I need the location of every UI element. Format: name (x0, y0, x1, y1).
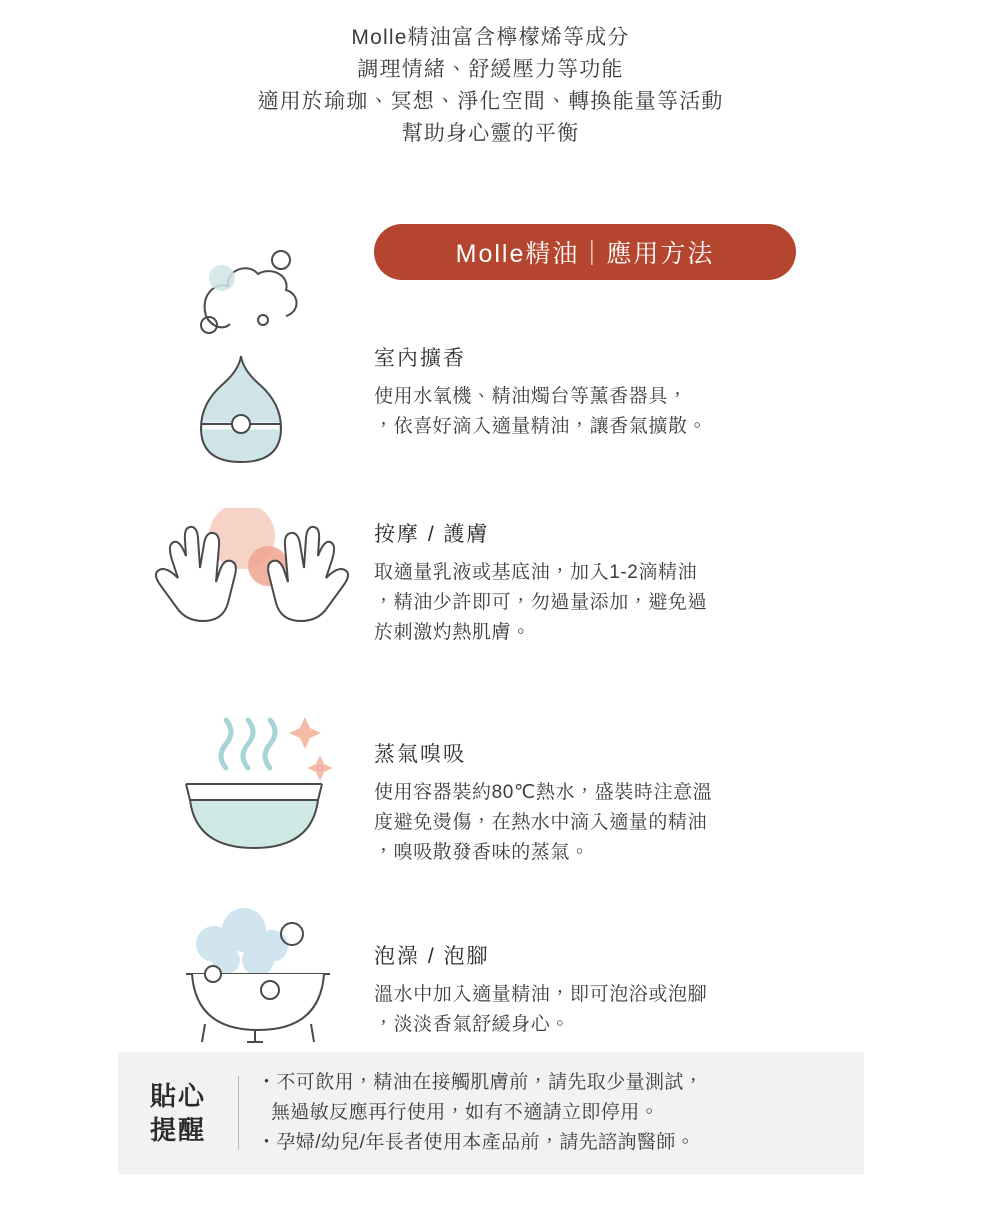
bath-body (374, 980, 821, 1040)
body-line: ，淡淡香氣舒緩身心。 (374, 1014, 571, 1035)
indoor-diffusion-body (374, 382, 821, 442)
safety-reminder-text (239, 1068, 703, 1158)
usage-section-massage (0, 508, 981, 658)
massage-text (374, 508, 981, 648)
steam-inhalation-heading: 蒸氣嗅吸 (374, 743, 466, 766)
indoor-diffusion-heading: 室內擴香 (374, 347, 466, 370)
hands-massage-illustration (0, 508, 374, 658)
section-title-banner: Molle精油｜應用方法 (374, 224, 796, 280)
massage-heading: 按摩 / 護膚 (374, 523, 490, 546)
body-line: 溫水中加入適量精油，即可泡浴或泡腳 (374, 984, 708, 1005)
body-line: 使用水氧機、精油燭台等薰香器具， (374, 386, 688, 407)
body-line: ，依喜好滴入適量精油，讓香氣擴散。 (374, 416, 708, 437)
bathtub-illustration (0, 906, 374, 1066)
bath-heading: 泡澡 / 泡腳 (374, 945, 490, 968)
intro-line-1: Molle精油富含檸檬烯等成分 (351, 26, 630, 49)
safety-reminder-label (118, 1079, 238, 1147)
body-line: ，精油少許即可，勿過量添加，避免過 (374, 592, 708, 613)
body-line: 使用容器裝約80℃熱水，盛裝時注意溫 (374, 782, 713, 803)
intro-line-2: 調理情緒、舒緩壓力等功能 (357, 58, 624, 81)
note-line: ・孕婦/幼兒/年長者使用本產品前，請先諮詢醫師。 (257, 1132, 696, 1153)
note-line: 無過敏反應再行使用，如有不適請立即停用。 (271, 1102, 660, 1123)
intro-line-4: 幫助身心靈的平衡 (401, 122, 580, 145)
body-line: 度避免燙傷，在熱水中滴入適量的精油 (374, 812, 708, 833)
note-line: ・不可飲用，精油在接觸肌膚前，請先取少量測試， (257, 1072, 704, 1093)
steam-inhalation-body (374, 778, 821, 868)
indoor-diffusion-text (374, 224, 981, 442)
safety-reminder-label-line2: 提醒 (149, 1115, 206, 1145)
body-line: 取適量乳液或基底油，加入1-2滴精油 (374, 562, 698, 583)
safety-reminder-label-line1: 貼心 (149, 1081, 206, 1111)
usage-section-bath (0, 906, 981, 1066)
safety-reminder-box (118, 1052, 864, 1174)
steam-inhalation-text (374, 710, 981, 868)
steam-bowl-illustration (0, 710, 374, 870)
usage-section-steam-inhalation (0, 710, 981, 870)
massage-body (374, 558, 821, 648)
intro-line-3: 適用於瑜珈、冥想、淨化空間、轉換能量等活動 (257, 90, 724, 113)
body-line: ，嗅吸散發香味的蒸氣。 (374, 842, 590, 863)
bath-text (374, 906, 981, 1040)
diffuser-illustration (0, 224, 374, 474)
usage-section-indoor-diffusion (0, 224, 981, 474)
intro-block (0, 0, 981, 150)
body-line: 於刺激灼熱肌膚。 (374, 622, 531, 643)
